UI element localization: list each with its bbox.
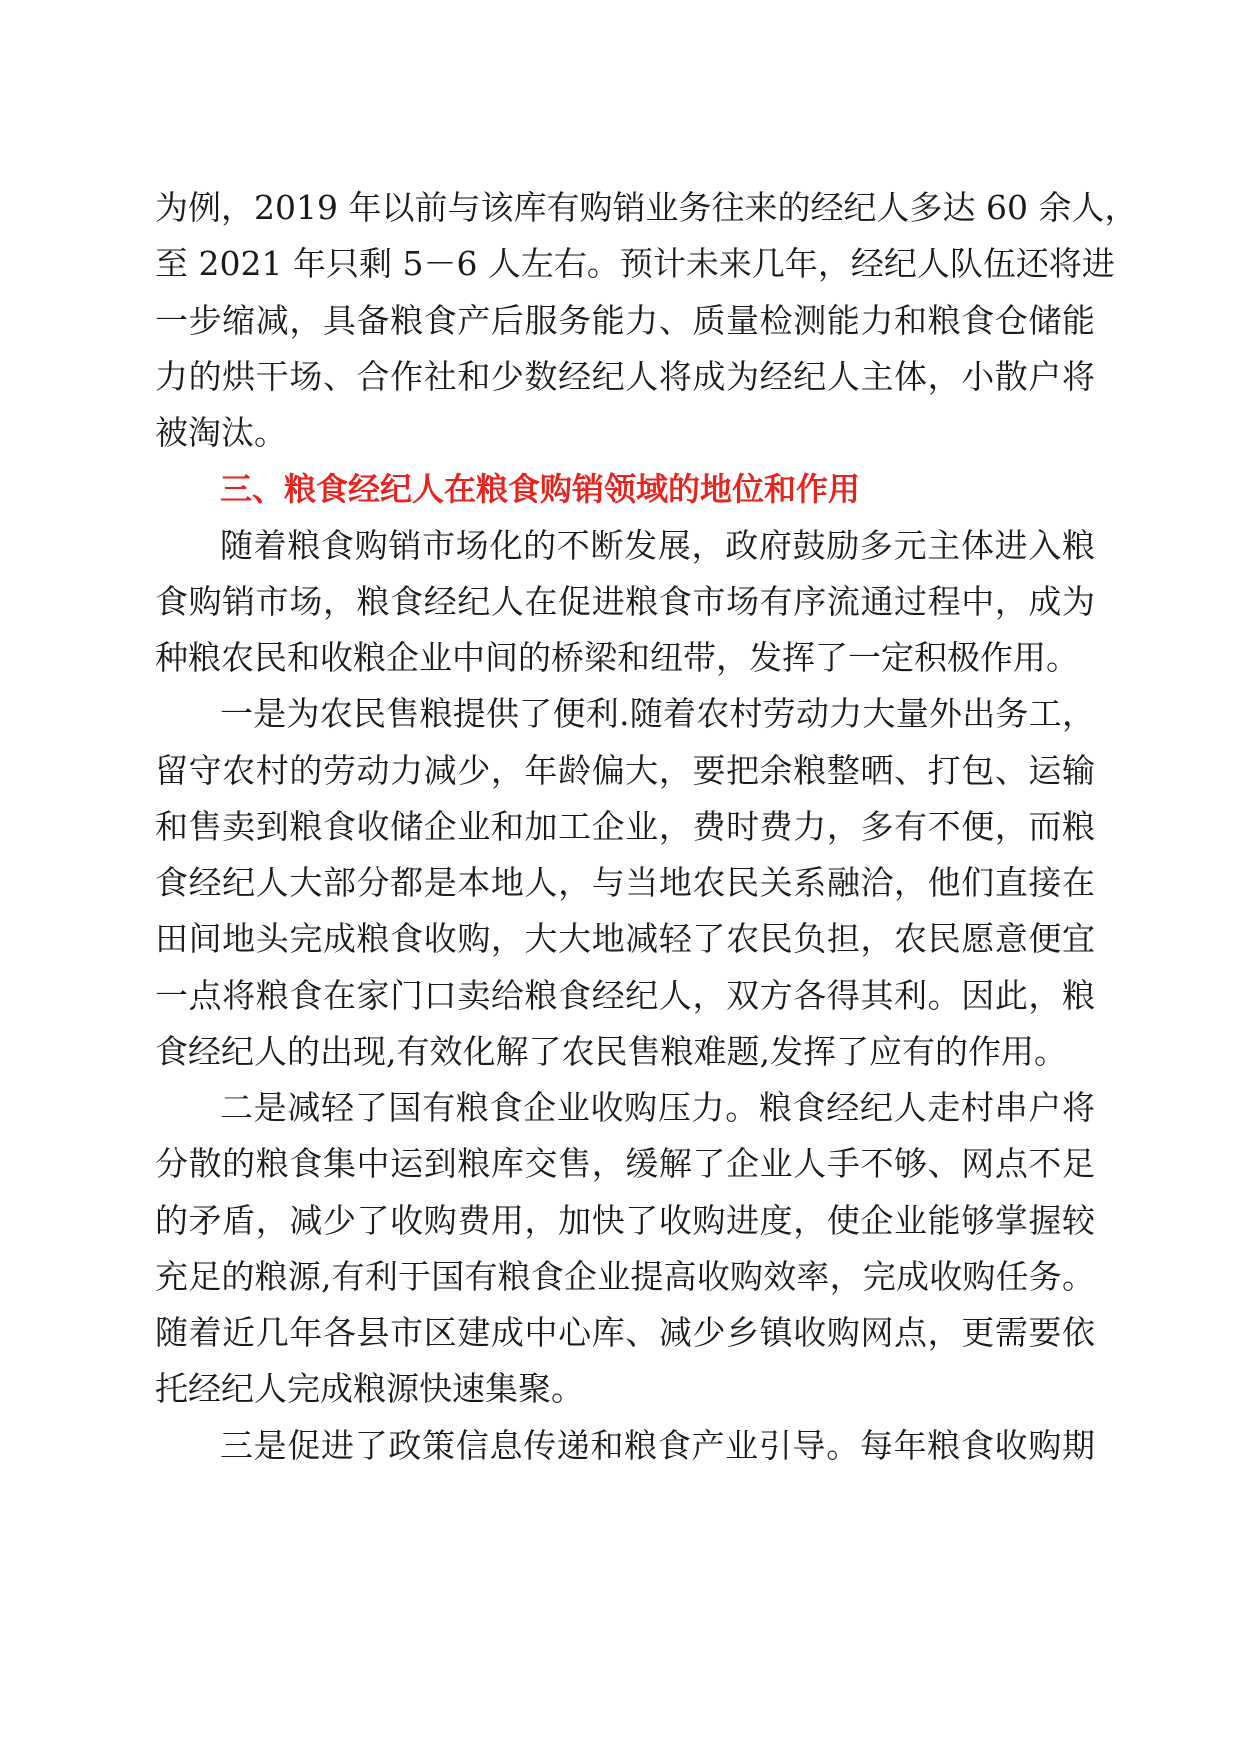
paragraph-line: 和售卖到粮食收储企业和加工企业，费时费力，多有不便，而粮 <box>155 807 1095 846</box>
paragraph-line: 随着粮食购销市场化的不断发展，政府鼓励多元主体进入粮 <box>220 526 1095 565</box>
paragraph-line: 力的烘干场、合作社和少数经纪人将成为经纪人主体，小散户将 <box>155 357 1095 396</box>
paragraph-line: 食购销市场，粮食经纪人在促进粮食市场有序流通过程中，成为 <box>155 582 1095 621</box>
paragraph-line: 随着近几年各县市区建成中心库、减少乡镇收购网点，更需要依 <box>155 1313 1095 1352</box>
paragraph-line: 充足的粮源,有利于国有粮食企业提高收购效率，完成收购任务。 <box>155 1257 1095 1296</box>
paragraph-line: 一点将粮食在家门口卖给粮食经纪人，双方各得其利。因此，粮 <box>155 976 1095 1015</box>
paragraph-line: 为例，2019 年以前与该库有购销业务往来的经纪人多达 60 余人， <box>155 188 1138 227</box>
paragraph-line: 托经纪人完成粮源快速集聚。 <box>155 1369 584 1408</box>
paragraph-line: 食经纪人的出现,有效化解了农民售粮难题,发挥了应有的作用。 <box>155 1032 1067 1071</box>
paragraph-line: 留守农村的劳动力减少，年龄偏大，要把余粮整晒、打包、运输 <box>155 751 1095 790</box>
paragraph-line: 食经纪人大部分都是本地人，与当地农民关系融洽，他们直接在 <box>155 863 1095 902</box>
section-heading: 三、粮食经纪人在粮食购销领域的地位和作用 <box>220 470 861 508</box>
paragraph-line: 分散的粮食集中运到粮库交售，缓解了企业人手不够、网点不足 <box>155 1144 1095 1183</box>
paragraph-line: 的矛盾，减少了收购费用，加快了收购进度，使企业能够掌握较 <box>155 1201 1095 1240</box>
paragraph-line: 被淘汰。 <box>155 413 287 452</box>
paragraph-line: 田间地头完成粮食收购，大大地减轻了农民负担，农民愿意便宜 <box>155 919 1095 958</box>
paragraph-line: 种粮农民和收粮企业中间的桥梁和纽带，发挥了一定积极作用。 <box>155 638 1079 677</box>
paragraph-line: 二是减轻了国有粮食企业收购压力。粮食经纪人走村串户将 <box>220 1088 1095 1127</box>
paragraph-line: 至 2021 年只剩 5－6 人左右。预计未来几年，经纪人队伍还将进 <box>155 244 1115 283</box>
paragraph-line: 一步缩减，具备粮食产后服务能力、质量检测能力和粮食仓储能 <box>155 301 1095 340</box>
paragraph-line: 三是促进了政策信息传递和粮食产业引导。每年粮食收购期 <box>220 1426 1095 1465</box>
paragraph-line: 一是为农民售粮提供了便利.随着农村劳动力大量外出务工， <box>220 694 1095 733</box>
